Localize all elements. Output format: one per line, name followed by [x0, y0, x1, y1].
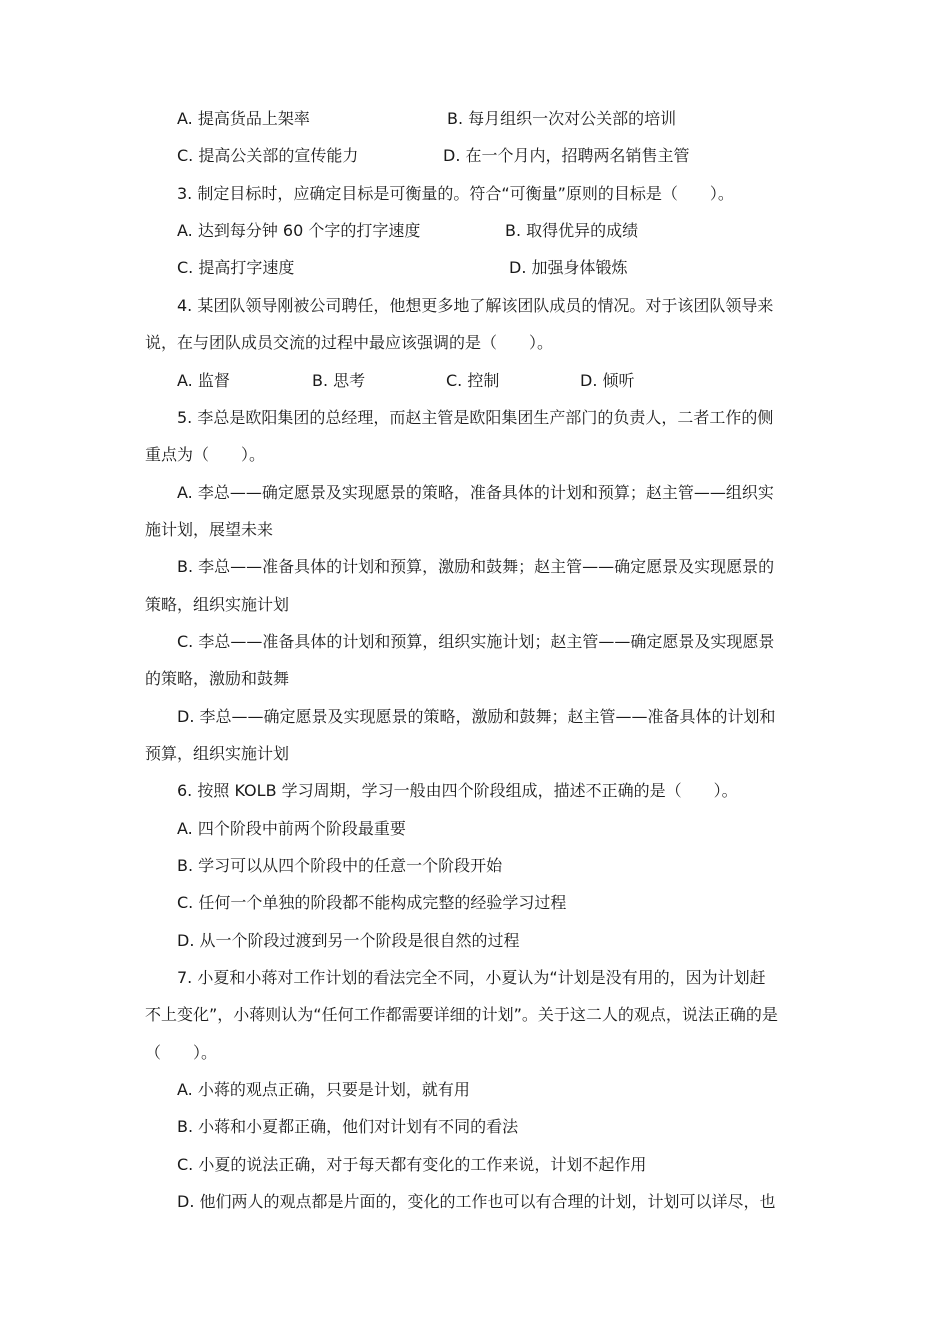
- question-3-option-a: A. 达到每分钟 60 个字的打字速度: [177, 221, 421, 240]
- question-5-option-d: D. 李总——确定愿景及实现愿景的策略，激励和鼓舞；赵主管——准备具体的计划和: [177, 707, 776, 726]
- question-5-option-d-cont: 预算，组织实施计划: [145, 744, 290, 763]
- question-3-stem: 3. 制定目标时，应确定目标是可衡量的。符合“可衡量”原则的目标是（ ）。: [177, 184, 734, 203]
- question-7-option-c: C. 小夏的说法正确，对于每天都有变化的工作来说，计划不起作用: [177, 1155, 647, 1174]
- question-3-option-c: C. 提高打字速度: [177, 258, 295, 277]
- question-5-option-a-cont: 施计划，展望未来: [145, 520, 274, 539]
- question-5-option-b: B. 李总——准备具体的计划和预算，激励和鼓舞；赵主管——确定愿景及实现愿景的: [177, 557, 775, 576]
- question-7-option-a: A. 小蒋的观点正确，只要是计划，就有用: [177, 1080, 470, 1099]
- question-7-option-b: B. 小蒋和小夏都正确，他们对计划有不同的看法: [177, 1117, 519, 1136]
- question-7-stem: 7. 小夏和小蒋对工作计划的看法完全不同，小夏认为“计划是没有用的，因为计划赶: [177, 968, 766, 987]
- question-3-option-b: B. 取得优异的成绩: [505, 221, 639, 240]
- question-5-stem: 5. 李总是欧阳集团的总经理，而赵主管是欧阳集团生产部门的负责人，二者工作的侧: [177, 408, 774, 427]
- option-a: A. 提高货品上架率: [177, 109, 310, 128]
- question-4-option-c: C. 控制: [446, 371, 500, 390]
- question-6-option-c: C. 任何一个单独的阶段都不能构成完整的经验学习过程: [177, 893, 567, 912]
- question-6-option-d: D. 从一个阶段过渡到另一个阶段是很自然的过程: [177, 931, 520, 950]
- question-6-option-b: B. 学习可以从四个阶段中的任意一个阶段开始: [177, 856, 503, 875]
- question-7-option-d: D. 他们两人的观点都是片面的，变化的工作也可以有合理的计划，计划可以详尽，也: [177, 1192, 776, 1211]
- question-5-option-c: C. 李总——准备具体的计划和预算，组织实施计划；赵主管——确定愿景及实现愿景: [177, 632, 775, 651]
- question-4-option-d: D. 倾听: [580, 371, 635, 390]
- option-c: C. 提高公关部的宣传能力: [177, 146, 359, 165]
- question-7-stem-end: （ ）。: [145, 1043, 218, 1062]
- question-4-option-a: A. 监督: [177, 371, 230, 390]
- question-4-stem: 4. 某团队领导刚被公司聘任，他想更多地了解该团队成员的情况。对于该团队领导来: [177, 296, 774, 315]
- option-d: D. 在一个月内，招聘两名销售主管: [443, 146, 690, 165]
- question-3-option-d: D. 加强身体锻炼: [509, 258, 628, 277]
- question-4-option-b: B. 思考: [312, 371, 366, 390]
- question-6-option-a: A. 四个阶段中前两个阶段最重要: [177, 819, 406, 838]
- question-5-option-b-cont: 策略，组织实施计划: [145, 595, 290, 614]
- question-5-stem-cont: 重点为（ ）。: [145, 445, 266, 464]
- question-4-stem-cont: 说，在与团队成员交流的过程中最应该强调的是（ ）。: [145, 333, 554, 352]
- question-7-stem-cont: 不上变化”，小蒋则认为“任何工作都需要详细的计划”。关于这二人的观点，说法正确的是: [145, 1005, 778, 1024]
- question-6-stem: 6. 按照 KOLB 学习周期，学习一般由四个阶段组成，描述不正确的是（ ）。: [177, 781, 738, 800]
- option-b: B. 每月组织一次对公关部的培训: [447, 109, 677, 128]
- question-5-option-c-cont: 的策略，激励和鼓舞: [145, 669, 290, 688]
- question-5-option-a: A. 李总——确定愿景及实现愿景的策略，准备具体的计划和预算；赵主管——组织实: [177, 483, 774, 502]
